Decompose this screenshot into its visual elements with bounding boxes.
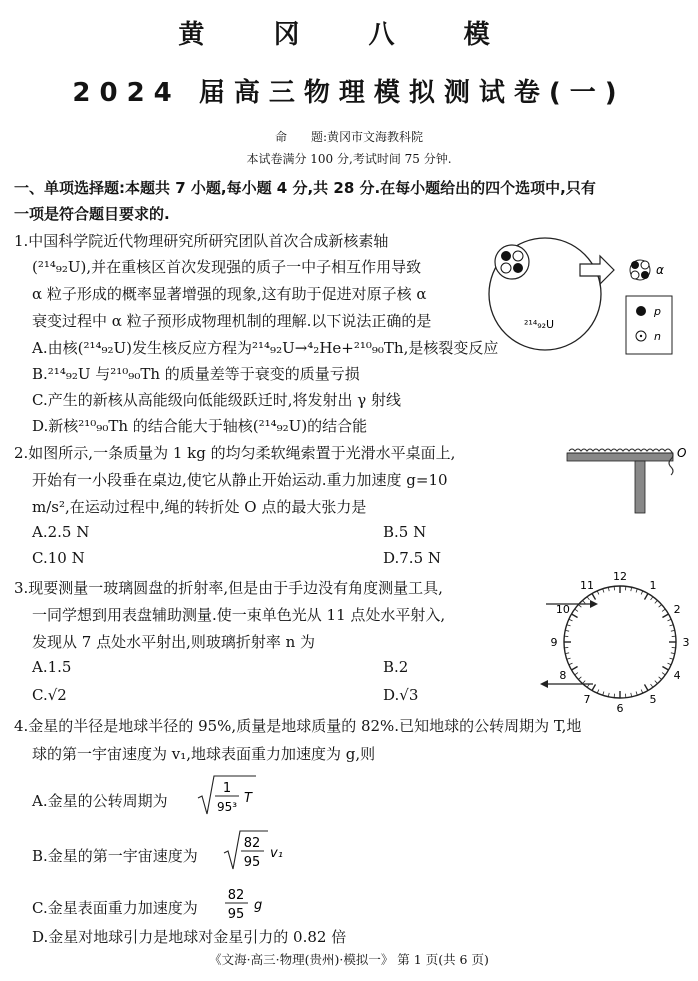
q4-option-c: C.金星表面重力加速度为 <box>32 899 198 917</box>
q4-option-d: D.金星对地球引力是地球对金星引力的 0.82 倍 <box>32 928 347 946</box>
svg-text:95: 95 <box>243 855 261 870</box>
clock-number: 3 <box>682 636 690 649</box>
arrow-icon <box>580 256 614 284</box>
q3-option-b: B.2 <box>383 658 409 676</box>
q4-option-a: A.金星的公转周期为 <box>32 792 168 810</box>
exam-series-title: 黄 冈 八 模 <box>178 20 520 50</box>
q1-text: 衰变过程中 α 粒子预形成物理机制的理解.以下说法正确的是 <box>32 312 432 330</box>
clock-number: 4 <box>673 669 681 682</box>
clock-number: 1 <box>649 578 657 592</box>
q1-text: 1.中国科学院近代物理研究所研究团队首次合成新核素轴 <box>14 232 389 250</box>
q2-option-a: A.2.5 N <box>32 523 90 541</box>
q3-text: 3.现要测量一玻璃圆盘的折射率,但是由于手边没有角度测量工具, <box>14 579 443 597</box>
q2-text: 2.如图所示,一条质量为 1 kg 的均匀柔软绳索置于光滑水平桌面上, <box>14 444 456 462</box>
exam-info: 本试卷满分 100 分,考试时间 75 分钟. <box>246 152 452 166</box>
svg-text:1: 1 <box>222 781 232 796</box>
q2-option-d: D.7.5 N <box>383 549 442 567</box>
svg-text:v₁: v₁ <box>270 846 283 861</box>
svg-text:p: p <box>654 305 661 318</box>
clock-number: 10 <box>555 603 570 616</box>
clock-number: 12 <box>613 570 627 583</box>
svg-text:T: T <box>244 791 252 806</box>
q1-nucleus-figure <box>488 228 693 358</box>
q3-option-c: C.√2 <box>32 686 67 704</box>
section-heading-cont: 一项是符合题目要求的. <box>14 205 170 223</box>
svg-text:g: g <box>254 898 263 913</box>
svg-text:95: 95 <box>227 907 245 922</box>
q4-option-b-formula <box>222 827 292 873</box>
q2-text: m/s²,在运动过程中,绳的转折处 O 点的最大张力是 <box>32 498 367 516</box>
q1-text: α 粒子形成的概率显著增强的现象,这有助于促进对原子核 α <box>32 285 427 303</box>
q4-option-c-formula <box>222 879 272 925</box>
svg-text:α: α <box>656 263 664 277</box>
q3-option-d: D.√3 <box>383 686 419 704</box>
section-heading: 一、单项选择题:本题共 7 小题,每小题 4 分,共 28 分.在每小题给出的四个选项中,只有 <box>14 179 596 197</box>
svg-text:82: 82 <box>243 836 261 851</box>
q4-option-b: B.金星的第一宇宙速度为 <box>32 847 198 865</box>
svg-text:82: 82 <box>227 888 245 903</box>
page-footer: 《文海·高三·物理(贵州)·模拟一》 第 1 页(共 6 页) <box>209 952 489 967</box>
q1-option-b: B.²¹⁴₉₂U 与²¹⁰₉₀Th 的质量差等于衰变的质量亏损 <box>32 365 360 383</box>
q4-text: 4.金星的半径是地球半径的 95%,质量是地球质量的 82%.已知地球的公转周期为 T,地 <box>14 717 582 735</box>
q1-text: (²¹⁴₉₂U),并在重核区首次发现强的质子一中子相互作用导致 <box>32 258 422 276</box>
proton-icon <box>636 306 646 316</box>
q1-option-c: C.产生的新核从高能级向低能级跃迁时,将发射出 γ 射线 <box>32 391 401 409</box>
q2-rope-table-figure <box>565 443 693 518</box>
q4-option-a-formula <box>196 772 266 818</box>
q1-option-a: A.由核(²¹⁴₉₂U)发生核反应方程为²¹⁴₉₂U→⁴₂He+²¹⁰₉₀Th,是核裂变反应 <box>32 339 499 357</box>
q3-text: 发现从 7 点处水平射出,则玻璃折射率 n 为 <box>32 633 316 651</box>
svg-text:95³: 95³ <box>216 800 238 814</box>
clock-number: 5 <box>649 693 657 707</box>
q3-clock-figure <box>538 570 693 715</box>
svg-text:O: O <box>677 446 687 460</box>
clock-number: 8 <box>559 669 567 682</box>
uranium-label: ²¹⁴₉₂U <box>524 318 555 331</box>
page-title: 2024 届高三物理模拟测试卷(一) <box>72 78 626 108</box>
clock-number: 6 <box>616 702 624 715</box>
clock-face-icon <box>551 570 690 715</box>
q3-option-a: A.1.5 <box>32 658 72 676</box>
q2-option-c: C.10 N <box>32 549 85 567</box>
svg-text:n: n <box>654 330 661 343</box>
q2-text: 开始有一小段垂在桌边,使它从静止开始运动.重力加速度 g=10 <box>32 471 448 489</box>
q4-text: 球的第一宇宙速度为 v₁,地球表面重力加速度为 g,则 <box>32 745 376 763</box>
clock-number: 9 <box>550 636 558 649</box>
author-line: 命 题:黄冈市文海教科院 <box>274 130 424 144</box>
clock-number: 7 <box>583 693 591 707</box>
q3-text: 一同学想到用表盘辅助测量.使一束单色光从 11 点处水平射入, <box>32 606 446 624</box>
rope-icon <box>569 449 671 451</box>
clock-number: 2 <box>673 603 681 616</box>
q1-option-d: D.新核²¹⁰₉₀Th 的结合能大于轴核(²¹⁴₉₂U)的结合能 <box>32 417 368 435</box>
clock-number: 11 <box>580 578 594 592</box>
q2-option-b: B.5 N <box>383 523 427 541</box>
